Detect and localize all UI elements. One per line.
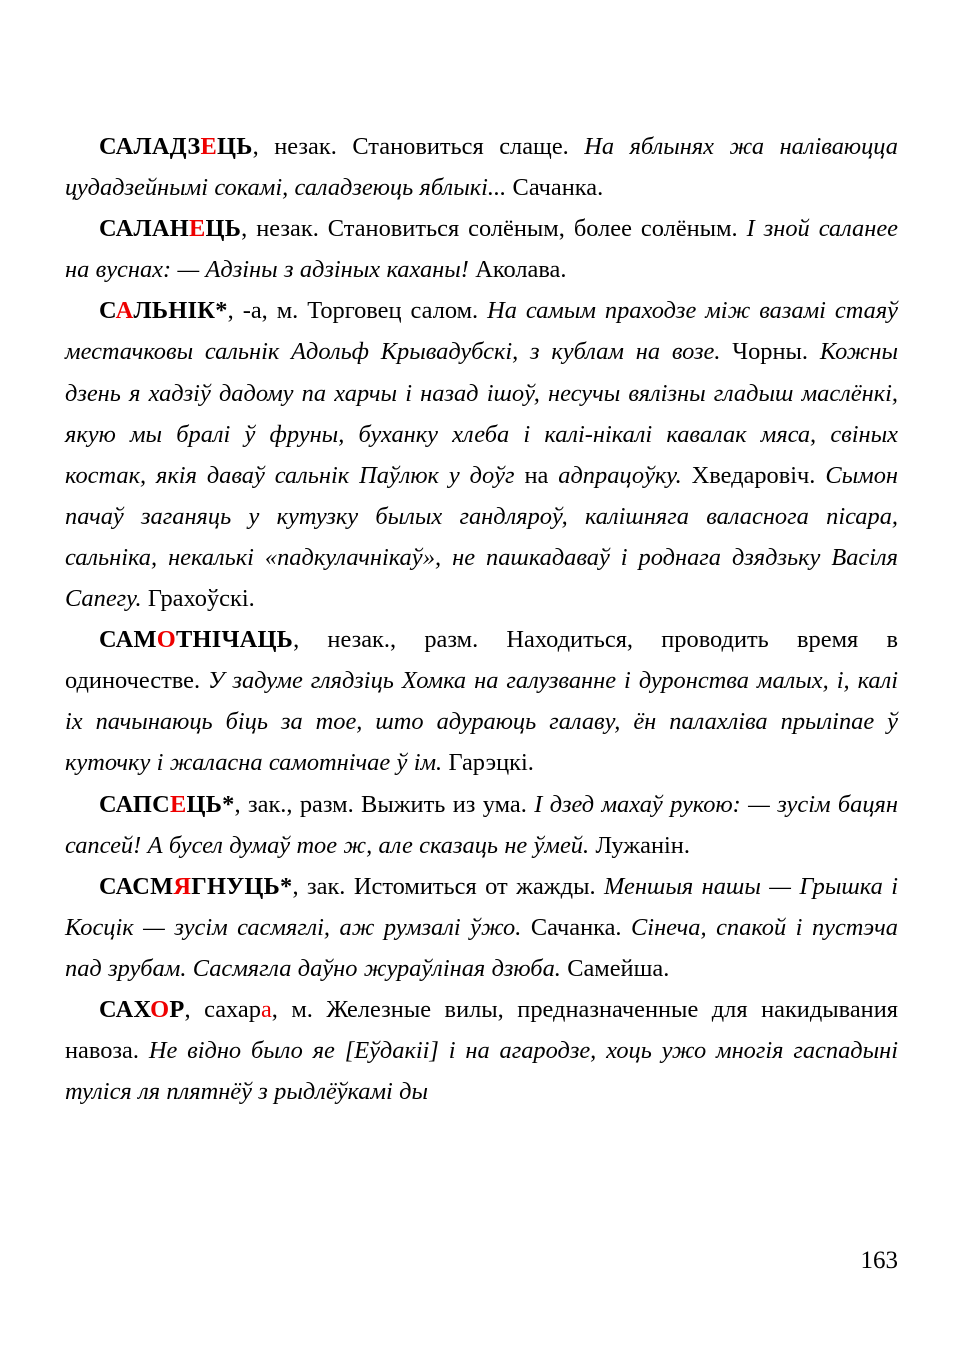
quotation-2-roman-part: на <box>514 461 559 489</box>
source-attribution-2: Хведаровiч. <box>681 461 816 489</box>
stressed-vowel: А <box>115 297 134 325</box>
definition: Железные вилы, предназначенные для накидывания навоза. <box>65 995 898 1065</box>
headword <box>99 996 185 1023</box>
headword-text: САСМ <box>99 872 174 900</box>
headword-text: С <box>99 297 116 325</box>
quotation: На самым праходзе мiж вазамi стаяў местачковы сальнiк Адольф Крывадубскi, з кублам на возе. <box>65 297 898 366</box>
stressed-vowel: Е <box>189 215 206 243</box>
grammar-label: , зак. <box>292 872 354 900</box>
dictionary-entry-sasmyagnuc <box>65 866 898 989</box>
definition: Находиться, проводить время в одиночестве. <box>65 626 898 695</box>
source-attribution-2: Самейша. <box>567 954 670 982</box>
stressed-vowel: Я <box>173 872 192 900</box>
source-attribution: Аколава. <box>475 256 567 284</box>
stressed-vowel: О <box>150 995 170 1023</box>
quotation: I зной саланее на вуснах: — Адзiны з адзiных каханы! <box>65 215 898 284</box>
dictionary-entry-saladzec <box>65 126 898 208</box>
headword-text-tail: ЦЬ <box>205 215 242 243</box>
grammar-label: , незак., разм. <box>293 626 507 654</box>
source-attribution: Сачанка. <box>530 913 622 941</box>
grammar-label: , незак. <box>241 215 328 243</box>
asterisk-marker: * <box>222 790 235 818</box>
source-attribution: Чорны. <box>732 338 809 366</box>
inflected-form: , сахар <box>184 995 261 1023</box>
inflected-form-stressed-vowel: а <box>260 995 272 1023</box>
source-attribution: Сачанка. <box>512 174 604 202</box>
definition: Выжить из ума. <box>361 790 535 818</box>
headword <box>99 133 253 160</box>
grammar-label: , незак. <box>252 133 353 160</box>
quotation: На яблынях жа налiваюцца цудадзейнымi сокамi, саладзеюць яблыкi... <box>65 133 898 202</box>
quotation: У задуме глядзiць Хомка на галузванне i дуронства малых, i, калi iх пачынаюць бiць за тое, што адураюць галаву, ён палахлiва прылiпае ў куточку i жаласна самотнiчае ў iм. <box>65 667 898 777</box>
definition: Становиться слаще. <box>352 133 585 160</box>
headword-text: САМ <box>99 626 157 654</box>
source-attribution-3: Грахоўскi. <box>147 585 255 613</box>
headword-text-tail: ТНIЧАЦЬ <box>176 626 294 654</box>
headword-text-tail: Р <box>169 995 185 1023</box>
headword-text: САПС <box>99 790 170 818</box>
headword-text-tail: ГНУЦЬ <box>191 872 280 900</box>
headword <box>99 791 235 818</box>
definition: Торговец салом. <box>307 297 488 325</box>
quotation-2-tail: адпрацоўку. <box>558 461 682 489</box>
quotation: I дзед махаў рукою: — зусiм бацян сапсей! А бусел думаў тое ж, але сказаць не ўмей. <box>65 790 898 859</box>
quotation-2: Сiнеча, спакой i пустэча пад зрубам. Сасмягла даўно жураўлiная дзюба. <box>65 913 898 982</box>
grammar-label: , -а, м. <box>227 297 308 325</box>
headword <box>99 297 228 324</box>
headword-text: САХ <box>99 995 151 1023</box>
headword-text-tail: ЛЬНIК <box>133 297 216 325</box>
dictionary-entry-sapsec <box>65 784 898 866</box>
quotation-3: Сымон пачаў заганяць у кутузку былых гандляроў, калiшняга валаснога пiсара, сальнiка, некалькi «падкулачнiкаў», не пашкадаваў i роднага дзядзьку Васiля Сапегу. <box>65 461 898 613</box>
dictionary-entry-samotnicac <box>65 619 898 783</box>
headword <box>99 873 292 900</box>
text-column <box>65 126 898 1112</box>
asterisk-marker: * <box>215 297 228 325</box>
quotation-2: Кожны дзень я хадзiў дадому па харчы i назад iшоў, несучы вялiзны гладыш маслёнкi, якую мы бралi ў фруны, буханку хлеба i калi-нiкалi кавалак мяса, свiных костак, якiя даваў сальнiк Паўлюк у доўг <box>65 338 898 489</box>
page-number: 163 <box>860 1247 898 1274</box>
headword-text: САЛАДЗ <box>99 133 201 160</box>
source-attribution: Гарэцкi. <box>448 749 534 777</box>
dictionary-entry-sahor <box>65 989 898 1112</box>
stressed-vowel: Е <box>200 133 218 160</box>
headword-text: САЛАН <box>99 215 189 243</box>
quotation: Меншыя нашы — Грышка i Косцiк — зусiм сасмяглi, аж румзалi ўжо. <box>65 872 898 941</box>
definition: Истомиться от жажды. <box>353 872 605 900</box>
headword-text-tail: ЦЬ <box>217 133 253 160</box>
quotation: Не вiдно было яе [Еўдакii] i на агародзе, хоць ужо многiя гаспадынi тулiся ля плятнёў з рыдлёўкамi ды <box>65 1037 898 1106</box>
grammar-label: , м. <box>271 995 327 1023</box>
definition: Становиться солёным, более солёным. <box>327 215 747 243</box>
headword <box>99 626 293 653</box>
dictionary-entry-salanec <box>65 208 898 290</box>
grammar-label: , зак., разм. <box>234 790 362 818</box>
stressed-vowel: Е <box>169 790 187 818</box>
dictionary-entry-salnik <box>65 290 898 619</box>
asterisk-marker: * <box>280 872 293 900</box>
source-attribution: Лужанiн. <box>595 831 690 859</box>
headword-text-tail: ЦЬ <box>186 790 223 818</box>
headword <box>99 215 241 242</box>
stressed-vowel: О <box>156 626 176 654</box>
